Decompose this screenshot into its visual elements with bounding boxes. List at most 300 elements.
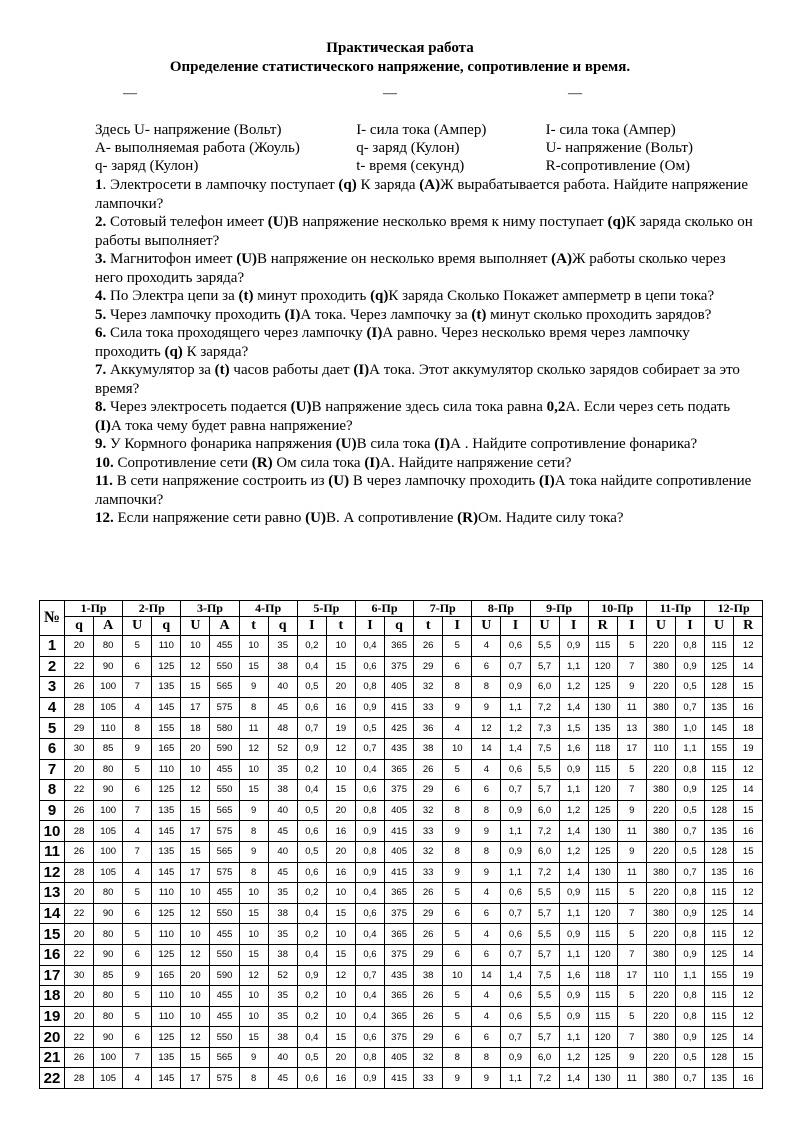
table-cell: 26 — [414, 759, 443, 780]
table-row — [40, 986, 763, 1007]
question-item — [95, 509, 755, 528]
table-cell: 8 — [239, 862, 268, 883]
question-text: (q) — [607, 214, 626, 230]
table-cell: 405 — [385, 841, 414, 862]
table-cell: 20 — [65, 759, 94, 780]
row-number: 13 — [40, 883, 65, 904]
table-cell: 12 — [181, 903, 210, 924]
table-cell: 10 — [239, 986, 268, 1007]
table-cell: 0,7 — [675, 821, 704, 842]
table-cell: 0,5 — [675, 1047, 704, 1068]
table-cell: 120 — [588, 780, 617, 801]
row-number: 20 — [40, 1027, 65, 1048]
table-cell: 1,4 — [501, 738, 530, 759]
table-cell: 22 — [65, 656, 94, 677]
table-cell: 85 — [94, 738, 123, 759]
table-cell: 0,2 — [297, 636, 326, 657]
table-cell: 11 — [617, 1068, 646, 1089]
table-cell: 35 — [268, 759, 297, 780]
table-cell: 14 — [734, 656, 763, 677]
table-cell: 9 — [472, 821, 501, 842]
table-cell: 9 — [443, 1068, 472, 1089]
table-cell: 125 — [705, 903, 734, 924]
table-cell: 28 — [65, 697, 94, 718]
question-text: Ж вырабатывается работа. Найдите напряжение лампочки? — [95, 177, 748, 212]
legend-row — [95, 121, 735, 139]
table-cell: 1,1 — [501, 1068, 530, 1089]
table-cell: 29 — [414, 944, 443, 965]
table-cell: 375 — [385, 903, 414, 924]
question-text: А тока. Через лампочку за — [300, 306, 472, 323]
question-text: (q) — [164, 343, 183, 360]
table-cell: 0,6 — [297, 697, 326, 718]
table-cell: 0,4 — [355, 986, 384, 1007]
table-cell: 1,2 — [559, 677, 588, 698]
legend-entry: R-сопротивление (Ом) — [545, 158, 690, 174]
table-cell: 30 — [65, 738, 94, 759]
question-text: (q) — [338, 177, 357, 193]
row-number: 17 — [40, 965, 65, 986]
table-cell: 0,8 — [675, 636, 704, 657]
table-cell: 565 — [210, 841, 239, 862]
question-text: (I) — [95, 417, 111, 434]
table-cell: 8 — [472, 1047, 501, 1068]
table-cell: 0,6 — [297, 862, 326, 883]
group-header: 2-Пр — [123, 601, 181, 617]
table-cell: 5 — [443, 636, 472, 657]
table-cell: 32 — [414, 1047, 443, 1068]
table-cell: 220 — [646, 1006, 675, 1027]
table-cell: 1,6 — [559, 738, 588, 759]
table-cell: 9 — [617, 800, 646, 821]
group-header: 7-Пр — [414, 601, 472, 617]
question-text: (U) — [305, 510, 326, 526]
legend-entry: А- выполняемая работа (Жоуль) — [95, 140, 300, 156]
table-cell: 115 — [588, 924, 617, 945]
table-cell: 110 — [94, 718, 123, 739]
column-header: t — [414, 617, 443, 636]
table-cell: 35 — [268, 1006, 297, 1027]
question-text: Сотовый телефон имеет — [106, 214, 268, 230]
table-cell: 12 — [734, 1006, 763, 1027]
table-cell: 90 — [94, 656, 123, 677]
table-cell: 9 — [239, 841, 268, 862]
table-cell: 5,7 — [530, 656, 559, 677]
question-text: 8. — [95, 399, 107, 415]
table-cell: 4 — [472, 636, 501, 657]
table-cell: 1,4 — [559, 862, 588, 883]
table-cell: 220 — [646, 883, 675, 904]
question-item — [95, 306, 755, 325]
table-cell: 6 — [123, 1027, 152, 1048]
table-cell: 565 — [210, 1047, 239, 1068]
table-cell: 1,1 — [559, 944, 588, 965]
table-cell: 1,1 — [501, 821, 530, 842]
table-cell: 33 — [414, 862, 443, 883]
table-cell: 20 — [326, 800, 355, 821]
table-row — [40, 780, 763, 801]
question-text: А . Найдите сопротивление фонарика? — [450, 436, 698, 452]
table-cell: 20 — [181, 738, 210, 759]
table-cell: 375 — [385, 944, 414, 965]
table-cell: 9 — [239, 800, 268, 821]
table-cell: 6 — [443, 656, 472, 677]
table-cell: 12 — [734, 636, 763, 657]
table-cell: 128 — [705, 841, 734, 862]
table-cell: 10 — [326, 636, 355, 657]
table-cell: 100 — [94, 677, 123, 698]
table-cell: 9 — [443, 862, 472, 883]
question-text: . Электросети в лампочку поступает — [102, 177, 339, 193]
question-text: Ом сила тока — [272, 454, 365, 471]
table-cell: 32 — [414, 841, 443, 862]
table-cell: 115 — [705, 883, 734, 904]
table-cell: 15 — [326, 780, 355, 801]
table-cell: 80 — [94, 1006, 123, 1027]
table-cell: 7,5 — [530, 965, 559, 986]
question-text: 3. — [95, 251, 107, 267]
row-number: 16 — [40, 944, 65, 965]
row-number: 19 — [40, 1006, 65, 1027]
table-cell: 29 — [65, 718, 94, 739]
table-cell: 0,7 — [675, 1068, 704, 1089]
table-cell: 125 — [588, 1047, 617, 1068]
table-cell: 220 — [646, 800, 675, 821]
table-cell: 130 — [588, 862, 617, 883]
table-cell: 9 — [617, 841, 646, 862]
table-cell: 590 — [210, 738, 239, 759]
table-cell: 145 — [152, 1068, 181, 1089]
table-cell: 29 — [414, 656, 443, 677]
table-cell: 4 — [472, 759, 501, 780]
table-cell: 90 — [94, 780, 123, 801]
table-cell: 115 — [705, 924, 734, 945]
question-item — [95, 454, 755, 473]
table-cell: 5 — [617, 759, 646, 780]
table-cell: 15 — [239, 903, 268, 924]
table-cell: 125 — [705, 656, 734, 677]
table-row — [40, 821, 763, 842]
table-cell: 85 — [94, 965, 123, 986]
table-cell: 20 — [65, 883, 94, 904]
group-header: 8-Пр — [472, 601, 530, 617]
row-number: 6 — [40, 738, 65, 759]
table-cell: 12 — [734, 759, 763, 780]
table-cell: 20 — [326, 677, 355, 698]
table-cell: 8 — [443, 800, 472, 821]
table-cell: 12 — [181, 656, 210, 677]
table-cell: 220 — [646, 924, 675, 945]
column-header: t — [326, 617, 355, 636]
table-cell: 0,8 — [675, 1006, 704, 1027]
table-cell: 380 — [646, 821, 675, 842]
table-cell: 0,9 — [501, 841, 530, 862]
table-cell: 120 — [588, 944, 617, 965]
table-cell: 0,2 — [297, 1006, 326, 1027]
table-cell: 20 — [65, 986, 94, 1007]
table-cell: 7 — [617, 780, 646, 801]
table-cell: 380 — [646, 1027, 675, 1048]
table-cell: 35 — [268, 636, 297, 657]
table-cell: 20 — [65, 924, 94, 945]
table-cell: 10 — [181, 883, 210, 904]
table-cell: 0,7 — [355, 738, 384, 759]
table-cell: 5 — [443, 924, 472, 945]
question-text: (q) — [370, 288, 389, 304]
row-number: 10 — [40, 821, 65, 842]
question-text: Через электросеть подается — [106, 399, 291, 415]
table-cell: 0,2 — [297, 759, 326, 780]
table-cell: 405 — [385, 800, 414, 821]
table-cell: 0,8 — [355, 677, 384, 698]
question-text: (I) — [353, 362, 370, 378]
table-cell: 29 — [414, 780, 443, 801]
table-cell: 33 — [414, 697, 443, 718]
table-cell: 1,4 — [559, 697, 588, 718]
question-text: (I) — [284, 306, 301, 323]
table-cell: 4 — [123, 697, 152, 718]
table-cell: 115 — [588, 759, 617, 780]
question-text: Если напряжение сети равно — [113, 510, 306, 526]
table-cell: 5,7 — [530, 944, 559, 965]
group-header: 3-Пр — [181, 601, 239, 617]
table-cell: 0,9 — [355, 821, 384, 842]
table-cell: 10 — [326, 883, 355, 904]
table-cell: 0,9 — [559, 924, 588, 945]
table-cell: 115 — [588, 986, 617, 1007]
table-cell: 15 — [326, 1027, 355, 1048]
question-item — [95, 176, 755, 213]
table-cell: 5 — [123, 924, 152, 945]
table-cell: 17 — [617, 965, 646, 986]
table-cell: 26 — [414, 986, 443, 1007]
table-cell: 128 — [705, 1047, 734, 1068]
table-cell: 5 — [617, 986, 646, 1007]
question-text: 4. — [95, 288, 107, 304]
table-cell: 1,2 — [559, 800, 588, 821]
column-header: I — [675, 617, 704, 636]
question-text: (А) — [551, 251, 572, 267]
table-cell: 0,4 — [297, 656, 326, 677]
column-header: q — [152, 617, 181, 636]
legend-row — [95, 157, 735, 175]
table-cell: 0,6 — [501, 883, 530, 904]
question-item — [95, 435, 755, 454]
column-header: q — [65, 617, 94, 636]
table-cell: 8 — [472, 677, 501, 698]
table-cell: 6 — [472, 1027, 501, 1048]
column-header: U — [530, 617, 559, 636]
table-row — [40, 965, 763, 986]
table-cell: 220 — [646, 841, 675, 862]
table-cell: 5,7 — [530, 780, 559, 801]
table-row — [40, 903, 763, 924]
question-item — [95, 398, 755, 435]
group-header: 9-Пр — [530, 601, 588, 617]
table-cell: 130 — [588, 821, 617, 842]
question-text: В. А сопротивление — [325, 510, 458, 526]
table-cell: 15 — [239, 1027, 268, 1048]
table-cell: 0,2 — [297, 883, 326, 904]
question-text: В через лампочку проходить — [349, 473, 539, 489]
table-cell: 380 — [646, 780, 675, 801]
table-cell: 0,9 — [559, 883, 588, 904]
table-cell: 18 — [734, 718, 763, 739]
table-cell: 5 — [123, 883, 152, 904]
table-cell: 6,0 — [530, 841, 559, 862]
table-cell: 110 — [152, 1006, 181, 1027]
table-cell: 0,7 — [501, 1027, 530, 1048]
table-row — [40, 718, 763, 739]
table-cell: 12 — [326, 965, 355, 986]
table-cell: 135 — [588, 718, 617, 739]
row-number: 12 — [40, 862, 65, 883]
page-subtitle: Определение статистического напряжение, сопротивление и время. — [169, 59, 631, 75]
column-header: A — [94, 617, 123, 636]
table-cell: 110 — [646, 738, 675, 759]
table-cell: 14 — [472, 738, 501, 759]
table-cell: 6 — [472, 780, 501, 801]
table-cell: 380 — [646, 903, 675, 924]
column-header: I — [617, 617, 646, 636]
table-cell: 5,5 — [530, 1006, 559, 1027]
table-row — [40, 1027, 763, 1048]
table-cell: 0,2 — [297, 924, 326, 945]
table-cell: 125 — [705, 1027, 734, 1048]
table-cell: 145 — [152, 862, 181, 883]
table-cell: 28 — [65, 1068, 94, 1089]
group-header: 12-Пр — [705, 601, 763, 617]
table-cell: 40 — [268, 677, 297, 698]
table-cell: 12 — [181, 780, 210, 801]
table-cell: 15 — [181, 841, 210, 862]
table-cell: 16 — [326, 1068, 355, 1089]
question-text: 2. — [95, 214, 107, 230]
table-cell: 145 — [705, 718, 734, 739]
table-cell: 12 — [181, 1027, 210, 1048]
table-cell: 380 — [646, 1068, 675, 1089]
table-cell: 10 — [443, 738, 472, 759]
table-cell: 0,8 — [355, 800, 384, 821]
table-cell: 415 — [385, 821, 414, 842]
table-cell: 7 — [617, 656, 646, 677]
table-cell: 26 — [414, 924, 443, 945]
table-cell: 9 — [472, 697, 501, 718]
dash-1: — — [123, 86, 137, 101]
table-cell: 0,9 — [501, 800, 530, 821]
table-cell: 12 — [472, 718, 501, 739]
table-cell: 128 — [705, 677, 734, 698]
table-cell: 9 — [123, 965, 152, 986]
legend-entry: I- сила тока (Ампер) — [356, 122, 487, 138]
table-cell: 125 — [152, 1027, 181, 1048]
table-cell: 22 — [65, 903, 94, 924]
table-cell: 0,5 — [297, 677, 326, 698]
table-cell: 26 — [65, 841, 94, 862]
table-cell: 5,5 — [530, 986, 559, 1007]
table-cell: 115 — [588, 1006, 617, 1027]
table-cell: 11 — [617, 862, 646, 883]
table-cell: 10 — [239, 924, 268, 945]
row-number: 15 — [40, 924, 65, 945]
table-cell: 0,8 — [675, 986, 704, 1007]
table-cell: 365 — [385, 924, 414, 945]
table-cell: 8 — [123, 718, 152, 739]
column-header: R — [588, 617, 617, 636]
table-cell: 4 — [443, 718, 472, 739]
table-cell: 45 — [268, 821, 297, 842]
table-cell: 565 — [210, 677, 239, 698]
table-cell: 405 — [385, 1047, 414, 1068]
table-cell: 6 — [123, 944, 152, 965]
question-text: У Кормного фонарика напряжения — [106, 436, 336, 452]
table-cell: 12 — [734, 986, 763, 1007]
table-cell: 19 — [734, 965, 763, 986]
question-text: часов работы дает — [229, 362, 354, 378]
question-text: (U) — [328, 473, 350, 489]
table-cell: 0,6 — [501, 986, 530, 1007]
table-cell: 120 — [588, 1027, 617, 1048]
table-cell: 0,6 — [501, 636, 530, 657]
table-cell: 16 — [734, 1068, 763, 1089]
table-row — [40, 677, 763, 698]
table-cell: 17 — [181, 697, 210, 718]
table-cell: 375 — [385, 656, 414, 677]
question-text: 7. — [95, 362, 107, 378]
question-text: 5. — [95, 306, 107, 323]
table-cell: 7 — [123, 841, 152, 862]
table-cell: 20 — [181, 965, 210, 986]
table-cell: 14 — [734, 1027, 763, 1048]
table-cell: 5 — [617, 883, 646, 904]
question-text: 6. — [95, 325, 107, 341]
table-cell: 1,1 — [559, 656, 588, 677]
table-cell: 8 — [239, 821, 268, 842]
question-text: В сила тока — [356, 436, 435, 452]
table-cell: 5 — [617, 1006, 646, 1027]
table-cell: 0,8 — [675, 759, 704, 780]
number-header: № — [40, 601, 65, 636]
question-text: А равно. Через несколько время через лампочку проходить — [95, 325, 690, 360]
table-cell: 5 — [443, 986, 472, 1007]
table-cell: 105 — [94, 1068, 123, 1089]
table-cell: 0,9 — [559, 636, 588, 657]
row-number: 1 — [40, 636, 65, 657]
table-cell: 220 — [646, 677, 675, 698]
table-cell: 40 — [268, 800, 297, 821]
column-header: U — [472, 617, 501, 636]
row-number: 7 — [40, 759, 65, 780]
table-cell: 1,2 — [501, 718, 530, 739]
question-text: 0,2 — [546, 399, 566, 415]
table-cell: 10 — [181, 986, 210, 1007]
table-cell: 0,7 — [501, 944, 530, 965]
table-cell: 165 — [152, 738, 181, 759]
question-item — [95, 213, 755, 250]
table-cell: 575 — [210, 821, 239, 842]
table-cell: 130 — [588, 1068, 617, 1089]
table-cell: 0,6 — [355, 944, 384, 965]
table-cell: 14 — [472, 965, 501, 986]
table-cell: 0,5 — [675, 841, 704, 862]
table-cell: 28 — [65, 821, 94, 842]
table-cell: 16 — [326, 862, 355, 883]
table-cell: 20 — [65, 636, 94, 657]
table-cell: 125 — [152, 656, 181, 677]
table-cell: 0,4 — [297, 1027, 326, 1048]
table-cell: 1,0 — [675, 718, 704, 739]
table-cell: 0,7 — [501, 903, 530, 924]
